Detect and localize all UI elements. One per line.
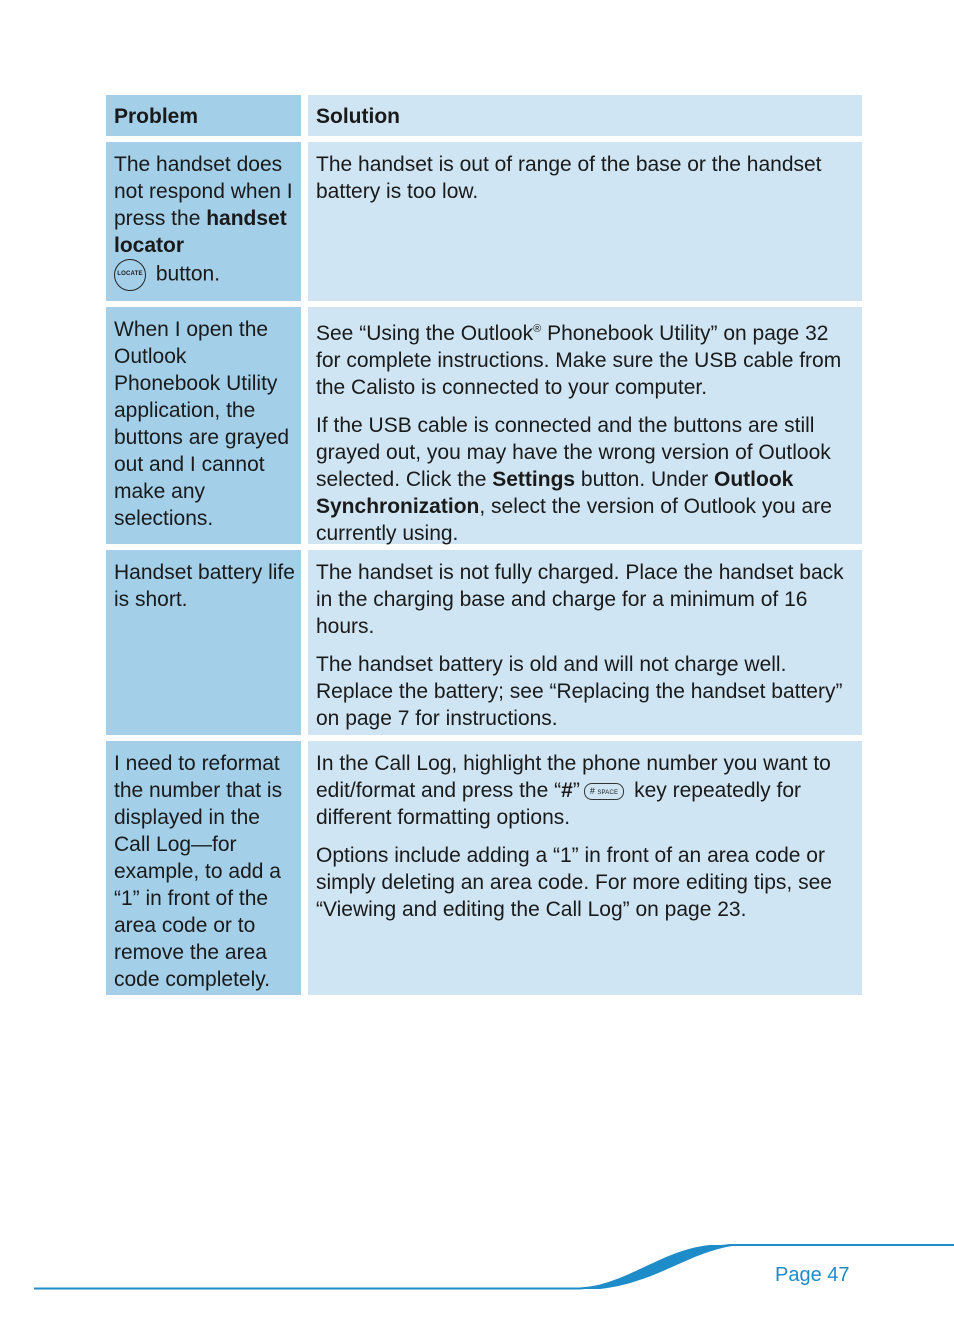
solution-text-bold: Outlook Synchronization [316, 468, 794, 518]
locate-button-icon: LOCATE [114, 259, 146, 291]
solution-text: button. Under [575, 468, 715, 491]
registered-mark: ® [533, 323, 542, 335]
solution-text: See “Using the Outlook [316, 322, 534, 345]
solution-text: In the Call Log, highlight the phone number you want to edit/format and press the “ [316, 752, 831, 802]
space-key-label: SPACE [597, 790, 619, 796]
problem-text: When I open the Outlook Phonebook Utility application, the buttons are grayed out and I cannot make any selections. [114, 318, 290, 530]
problem-text: I need to reformat the number that is displayed in the Call Log—for example, to add a “1” in front of the area code or to remove the area code completely. [114, 752, 283, 991]
solution-text: ” [572, 779, 580, 802]
solution-text: , select the version of Outlook you are currently using. [316, 495, 832, 545]
page-number: Page 47 [775, 1264, 850, 1286]
problem-text: The handset does not respond when I press the [114, 153, 293, 230]
solution-text: key repeatedly for different formatting options. [316, 779, 802, 829]
hash-key-label: # [589, 786, 595, 796]
solution-text: The handset battery is old and will not charge well. Replace the battery; see “Replacing the handset battery” on page 7 for instructions. [316, 653, 843, 730]
problem-text: button. [150, 262, 221, 286]
solution-text: The handset is not fully charged. Place the handset back in the charging base and charge for a minimum of 16 hours. [316, 561, 844, 638]
problem-header: Problem [106, 95, 301, 136]
solution-text: The handset is out of range of the base or the handset battery is too low. [316, 153, 822, 203]
solution-header: Solution [308, 95, 862, 136]
solution-text: Options include adding a “1” in front of an area code or simply deleting an area code. For more editing tips, see “Viewing and editing the Call Log” on page 23. [316, 844, 832, 921]
solution-text-bold: Settings [492, 468, 576, 491]
hash-symbol: # [561, 779, 573, 802]
problem-text-bold: handset locator [114, 207, 287, 257]
problem-text: Handset battery life is short. [114, 561, 295, 611]
solution-text: Phonebook Utility” on page 32 for complete instructions. Make sure the USB cable from the Calisto is connected to your computer. [316, 322, 842, 399]
solution-text: If the USB cable is connected and the buttons are still grayed out, you may have the wrong version of Outlook selected. Click the [316, 414, 831, 491]
